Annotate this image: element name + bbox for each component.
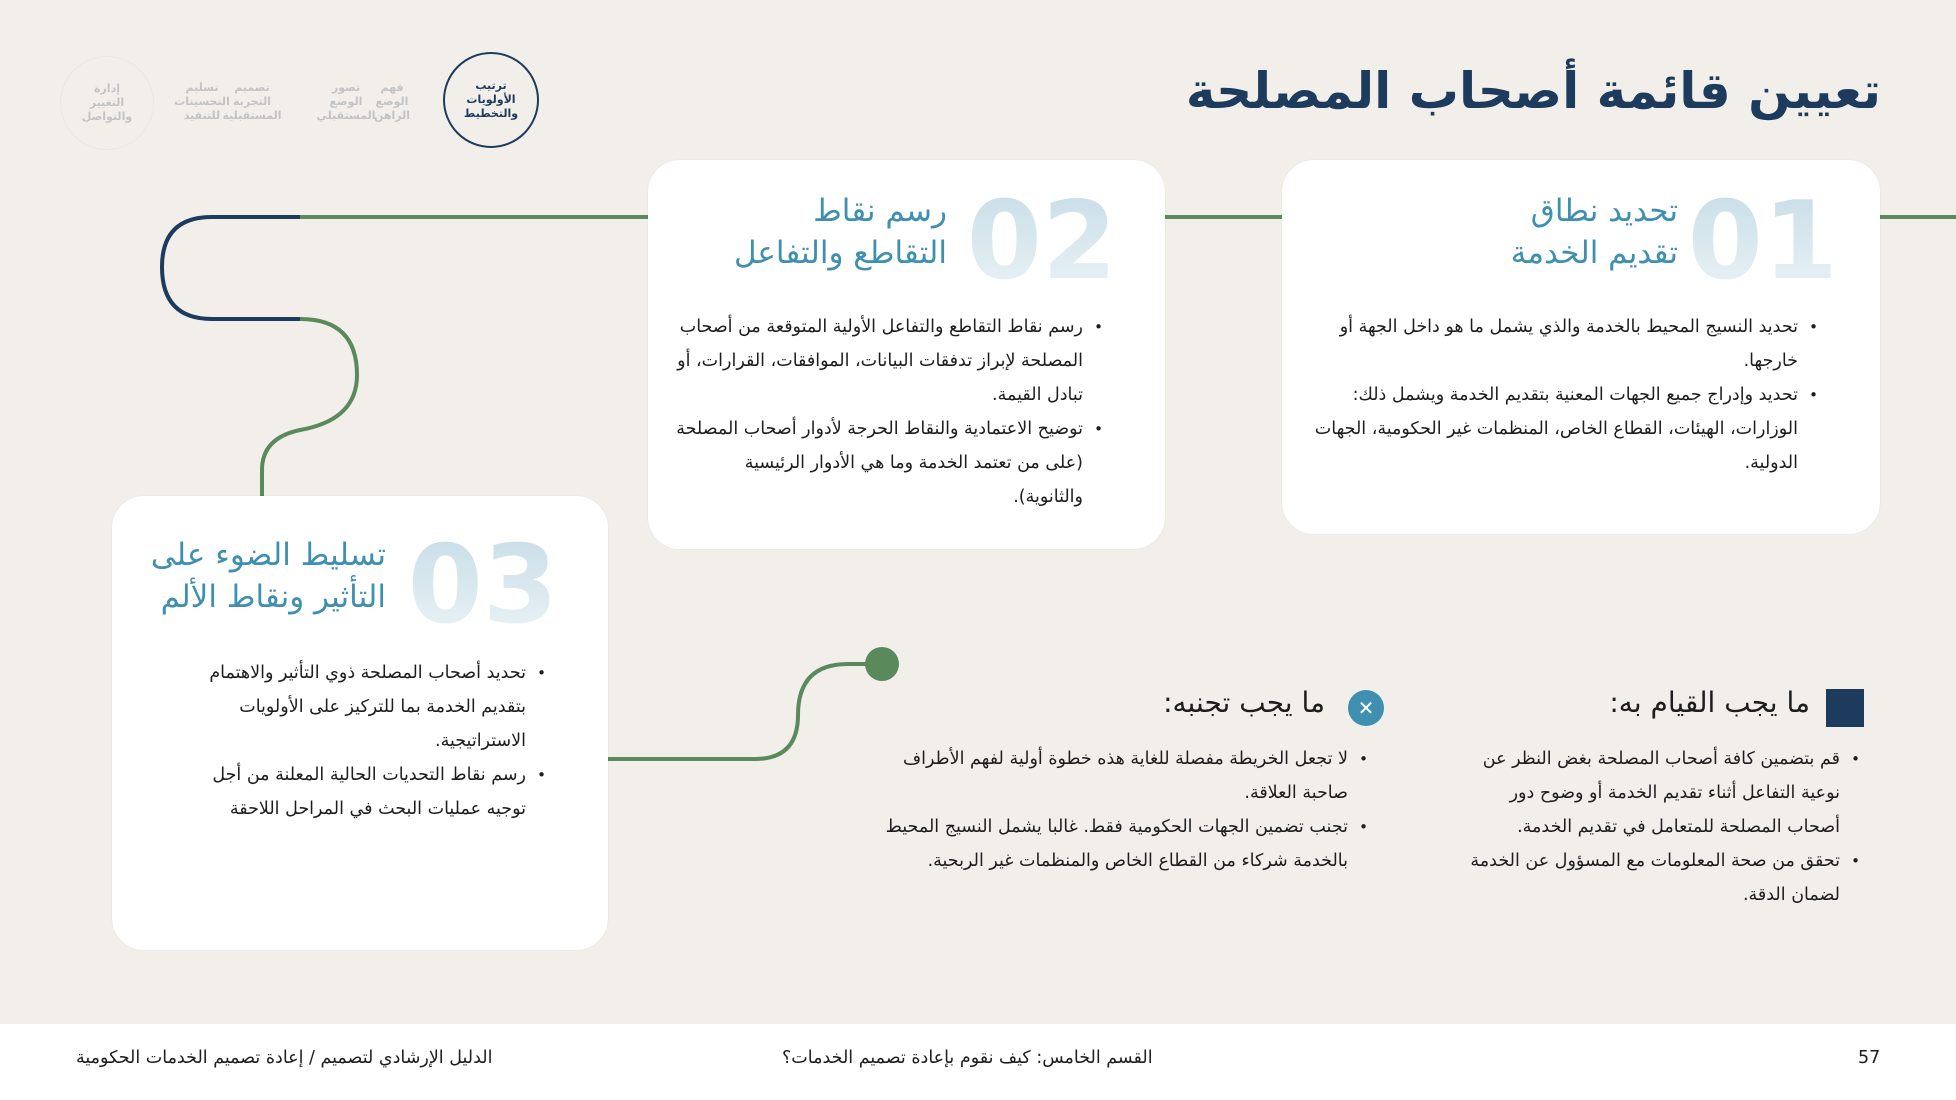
bullet: • لا تجعل الخريطة مفصلة للغاية هذه خطوة أولية لفهم الأطراف صاحبة العلاقة. [878, 742, 1368, 810]
card-impact-pain-points [112, 496, 608, 950]
bullet: • تحديد وإدراج جميع الجهات المعنية بتقديم الخدمة ويشمل ذلك: الوزارات، الهيئات، القطاع الخاص، المنظمات غير الحكومية، الجهات الدولية. [1308, 378, 1818, 480]
do-bullets [1470, 742, 1860, 912]
card-title: تسليط الضوء على التأثير ونقاط الألم [150, 537, 386, 615]
card-interaction-points [648, 160, 1165, 549]
bullet: • تحديد النسيج المحيط بالخدمة والذي يشمل ما هو داخل الجهة أو خارجها. [1308, 310, 1818, 378]
bullet: • رسم نقاط التحديات الحالية المعلنة من أجل توجيه عمليات البحث في المراحل اللاحقة [186, 758, 546, 826]
card-bullets [1308, 310, 1818, 480]
step-design-experience[interactable]: تصميم التجربة المستقبلية [222, 81, 282, 122]
page-title: تعيين قائمة أصحاب المصلحة [1185, 62, 1881, 120]
square-icon [1826, 689, 1864, 727]
step-prioritize-plan[interactable]: ترتيب الأولويات والتخطيط [443, 52, 539, 148]
step-envision-future[interactable]: تصور الوضع المستقبلي [316, 81, 376, 122]
close-icon: ✕ [1348, 690, 1384, 726]
card-bullets [186, 656, 546, 826]
card-service-scope [1282, 160, 1880, 534]
footer-section-title: القسم الخامس: كيف نقوم بإعادة تصميم الخدمات؟ [782, 1048, 1153, 1068]
bullet: • تحقق من صحة المعلومات مع المسؤول عن الخدمة لضمان الدقة. [1470, 844, 1860, 912]
bullet: • تجنب تضمين الجهات الحكومية فقط. غالبا يشمل النسيج المحيط بالخدمة شركاء من القطاع الخاص والمنظمات غير الربحية. [878, 810, 1368, 878]
card-title: رسم نقاط التقاطع والتفاعل [733, 193, 947, 271]
step-deliver-improvements[interactable]: تسليم التحسينات للتنفيذ [174, 81, 230, 122]
page-number: 57 [1858, 1048, 1881, 1068]
bullet: • رسم نقاط التقاطع والتفاعل الأولية المتوقعة من أصحاب المصلحة لإبراز تدفقات البيانات، الموافقات، القرارات، أو تبادل القيمة. [673, 310, 1103, 412]
card-title: تحديد نطاق تقديم الخدمة [1510, 193, 1678, 271]
connector-dot [865, 647, 899, 681]
card-number: 03 [407, 523, 558, 648]
footer-guide-title: الدليل الإرشادي لتصميم / إعادة تصميم الخدمات الحكومية [76, 1048, 493, 1068]
step-understand-current[interactable]: فهم الوضع الراهن [373, 81, 411, 122]
step-manage-change[interactable]: إدارة التغيير والتواصل [60, 56, 154, 150]
card-bullets [673, 310, 1103, 514]
card-number: 02 [966, 179, 1117, 304]
bullet: • توضيح الاعتمادية والنقاط الحرجة لأدوار أصحاب المصلحة (على من تعتمد الخدمة وما هي الأدوار الرئيسية والثانوية). [673, 412, 1103, 514]
bullet: • قم بتضمين كافة أصحاب المصلحة بغض النظر عن نوعية التفاعل أثناء تقديم الخدمة أو وضوح دور أصحاب المصلحة للمتعامل في تقديم الخدمة. [1470, 742, 1860, 844]
avoid-heading: ما يجب تجنبه: [1163, 686, 1325, 719]
card-number: 01 [1687, 179, 1838, 304]
avoid-bullets [878, 742, 1368, 878]
do-heading: ما يجب القيام به: [1609, 686, 1810, 719]
bullet: • تحديد أصحاب المصلحة ذوي التأثير والاهتمام بتقديم الخدمة بما للتركيز على الأولويات الاستراتيجية. [186, 656, 546, 758]
